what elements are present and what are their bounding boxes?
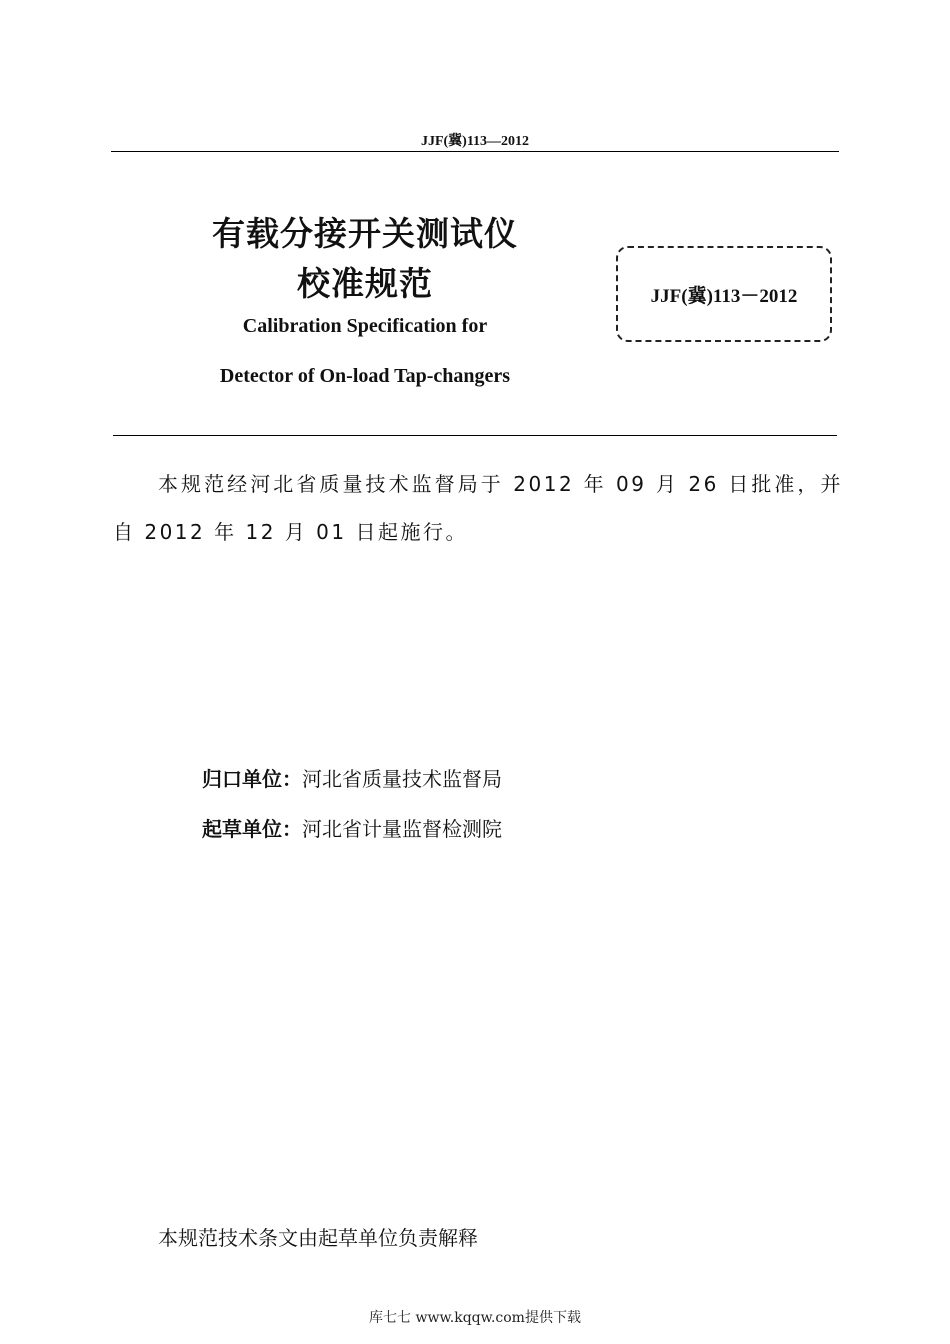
org-line-responsible: [202, 763, 502, 792]
org-value: 河北省计量监督检测院: [302, 817, 502, 841]
org-value: 河北省质量技术监督局: [302, 767, 502, 791]
title-cn-line2: 校准规范: [297, 264, 433, 303]
footer-download-source: 库七七 www.kqqw.com提供下载: [369, 1310, 581, 1326]
interpretation-note: 本规范技术条文由起草单位负责解释: [158, 1226, 478, 1250]
standard-code-text: JJF(冀)113－2012: [650, 285, 798, 307]
header-rule: [111, 151, 839, 152]
approval-paragraph: 本规范经河北省质量技术监督局于 2012 年 09 月 26 日批准，并自 2012 年 12 月 01 日起施行。: [113, 472, 843, 544]
org-line-drafting: [202, 813, 502, 842]
org-label: 归口单位：: [202, 767, 302, 791]
header-standard-code: JJF(冀)113—2012: [420, 134, 530, 149]
standard-code-box: [616, 246, 832, 342]
org-label: 起草单位：: [202, 817, 302, 841]
title-en-line1: Calibration Specification for: [242, 315, 488, 337]
title-separator-rule: [113, 435, 837, 436]
title-en-line2: Detector of On-load Tap-changers: [219, 365, 511, 387]
title-cn-line1: 有载分接开关测试仪: [212, 214, 518, 253]
